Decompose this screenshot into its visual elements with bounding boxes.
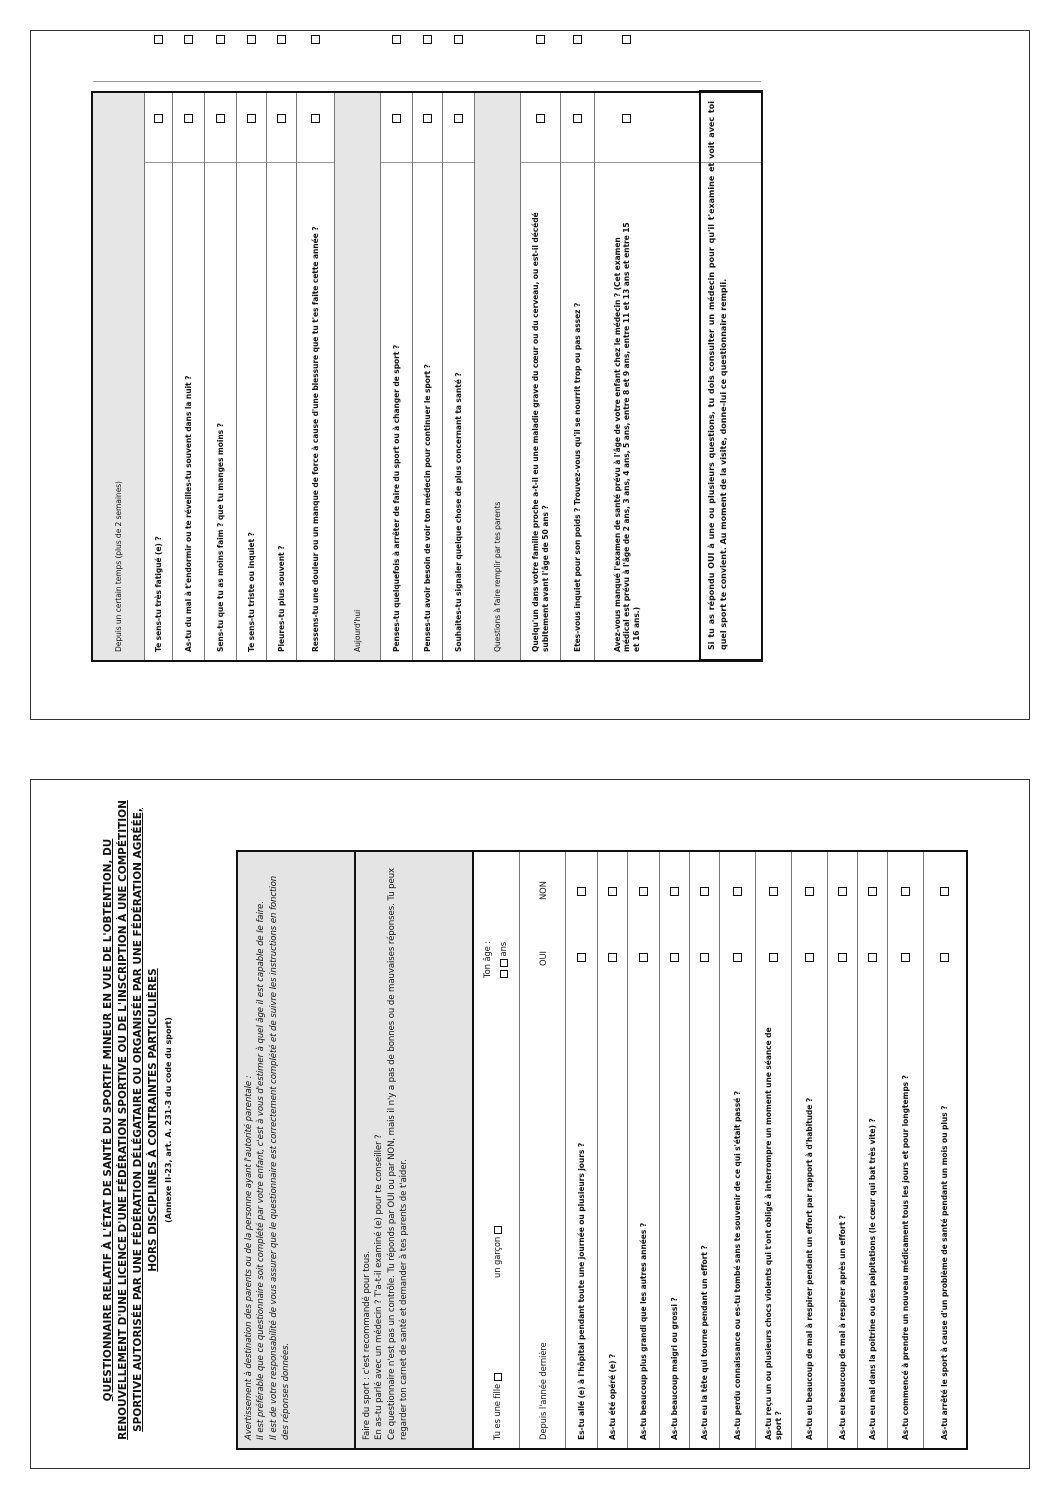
oui-checkbox[interactable] (733, 953, 742, 962)
oui-checkbox[interactable] (577, 953, 586, 962)
non-checkbox[interactable] (536, 35, 545, 44)
oui-checkbox[interactable] (184, 114, 193, 123)
oui-checkbox[interactable] (154, 114, 163, 123)
section-header (335, 93, 381, 660)
question-row: Penses-tu quelquefois à arrêter de faire du sport ou à changer de sport ? (381, 93, 413, 660)
oui-checkbox[interactable] (838, 953, 847, 962)
question-row: Te sens-tu très fatigué (e) ? (145, 93, 173, 660)
age-digit-1[interactable] (500, 970, 508, 978)
non-checkbox[interactable] (868, 887, 877, 896)
non-checkbox[interactable] (639, 887, 648, 896)
questions-table (236, 850, 968, 1450)
non-checkbox[interactable] (670, 887, 679, 896)
non-checkbox[interactable] (154, 35, 163, 44)
oui-checkbox[interactable] (216, 114, 225, 123)
oui-checkbox[interactable] (454, 114, 463, 123)
oui-checkbox[interactable] (670, 953, 679, 962)
non-checkbox[interactable] (700, 887, 709, 896)
question-row: As-tu du mal à t'endormir ou te réveilles-tu souvent dans la nuit ? (173, 93, 205, 660)
info-box: Faire du sport : c'est recommandé pour tous. En as-tu parlé avec un médecin ? T'a-t-il examiné (e) pour te conseiller ? Ce questionnaire n'est pas un contrôle. Tu réponds par OUI ou par NON, mais il n'y a pas de bonnes ou de mauvaises réponses. Tu peux regarder ton carnet de santé et demander à tes parents de t'aider. (356, 852, 474, 1448)
question-row: Te sens-tu triste ou inquiet ? (237, 93, 267, 660)
oui-checkbox[interactable] (805, 953, 814, 962)
non-checkbox[interactable] (573, 35, 582, 44)
questionnaire-page-2 (30, 30, 1030, 720)
oui-checkbox[interactable] (639, 953, 648, 962)
section-header (93, 93, 145, 660)
question-row: As-tu eu beaucoup de mal à respirer pendant un effort par rapport à d'habitude ? (792, 852, 828, 1448)
non-checkbox[interactable] (184, 35, 193, 44)
age-digit-2[interactable] (500, 959, 508, 967)
document-title (101, 790, 241, 1450)
question-row: As-tu beaucoup maigri ou grossi ? (660, 852, 690, 1448)
questionnaire-page-1 (30, 779, 1030, 1469)
oui-checkbox[interactable] (423, 114, 432, 123)
non-header: NON (538, 881, 548, 900)
non-checkbox[interactable] (392, 35, 401, 44)
non-checkbox[interactable] (247, 35, 256, 44)
oui-checkbox[interactable] (247, 114, 256, 123)
non-checkbox[interactable] (608, 887, 617, 896)
parent-warning-box: Avertissement à destination des parents ou de la personne ayant l'autorité parentale : Il est préférable que ce questionnaire soit complété par votre enfant, c'est à vous d'estimer à quel âge il est capable de le faire. Il est de votre responsabilité de vous assurer que le questionnaire est correctement complété et de suivre les instructions en fonction des réponses données. (238, 852, 356, 1448)
question-row: As-tu été opéré (e) ? (598, 852, 628, 1448)
non-checkbox[interactable] (769, 887, 778, 896)
section-title: Depuis un certain temps (plus de 2 semaines) (113, 481, 123, 652)
non-checkbox[interactable] (216, 35, 225, 44)
oui-checkbox[interactable] (901, 953, 910, 962)
question-row: Penses-tu avoir besoin de voir ton médecin pour continuer le sport ? (413, 93, 443, 660)
boy-label: un garçon (492, 1236, 502, 1278)
age-unit: ans (498, 941, 508, 957)
subtitle-text: (Annexe II-23, art. A. 231-3 du code du sport) (163, 1017, 173, 1223)
non-checkbox[interactable] (901, 887, 910, 896)
question-row: Ressens-tu une douleur ou un manque de force à cause d'une blessure que tu t'es faite cette année ? (297, 93, 335, 660)
non-checkbox[interactable] (838, 887, 847, 896)
questions-table-continued (91, 91, 763, 662)
section-title: Questions à faire remplir par tes parents (492, 501, 502, 652)
title-text: QUESTIONNAIRE RELATIF À L'ÉTAT DE SANTÉ DU SPORTIF MINEUR EN VUE DE L'OBTENTION, DU RENOUVELLEMENT D'UNE LICENCE D'UNE FÉDÉRATION SPORTIVE OU DE L'INSCRIPTION À UNE COMPÉTITION SPORTIVE AUTORISÉE PAR UNE FÉDÉRATION DÉLÉGATAIRE OU ORGANISÉE PAR UNE FÉDÉRATION AGRÉÉE, HORS DISCIPLINES À CONTRAINTES PARTICULIÈRES (102, 800, 159, 1440)
oui-checkbox[interactable] (311, 114, 320, 123)
oui-checkbox[interactable] (608, 953, 617, 962)
girl-checkbox[interactable] (494, 1373, 502, 1381)
question-row: Pleures-tu plus souvent ? (267, 93, 297, 660)
oui-header: OUI (538, 951, 548, 966)
question-row: Es-tu allé (e) à l'hôpital pendant toute une journée ou plusieurs jours ? (566, 852, 598, 1448)
oui-checkbox[interactable] (868, 953, 877, 962)
question-row: Sens-tu que tu as moins faim ? que tu manges moins ? (205, 93, 237, 660)
oui-checkbox[interactable] (940, 953, 949, 962)
oui-checkbox[interactable] (536, 114, 545, 123)
non-checkbox[interactable] (805, 887, 814, 896)
non-checkbox[interactable] (423, 35, 432, 44)
table-header-row: Depuis l'année dernière OUI NON (520, 852, 566, 1448)
question-row: As-tu commencé à prendre un nouveau médicament tous les jours et pour longtemps ? (888, 852, 924, 1448)
age-label: Ton âge : (482, 941, 492, 978)
question-row: As-tu reçu un ou plusieurs chocs violents qui t'ont obligé à interrompre un moment une séance de sport ? (756, 852, 792, 1448)
oui-checkbox[interactable] (769, 953, 778, 962)
non-checkbox[interactable] (940, 887, 949, 896)
non-checkbox[interactable] (733, 887, 742, 896)
question-row: As-tu perdu connaissance ou es-tu tombé sans te souvenir de ce qui s'était passé ? (720, 852, 756, 1448)
girl-label: Tu es une fille (492, 1383, 502, 1440)
non-checkbox[interactable] (577, 887, 586, 896)
oui-checkbox[interactable] (573, 114, 582, 123)
non-checkbox[interactable] (277, 35, 286, 44)
question-row: As-tu eu mal dans la poitrine ou des palpitations (le cœur qui bat très vite) ? (858, 852, 888, 1448)
question-row: As-tu eu la tête qui tourne pendant un effort ? (690, 852, 720, 1448)
question-row: Souhaites-tu signaler quelque chose de plus concernant ta santé ? (443, 93, 475, 660)
question-row: Avez-vous manqué l'examen de santé prévu à l'âge de votre enfant chez le médecin ? (Cet examen médical est prévu à l'âge de 2 ans, 3 ans, 4 ans, 5 ans, entre 8 et 9 ans, entre 11 et 13 ans et entre 15 et 16 ans.) (595, 93, 659, 660)
question-row: Etes-vous inquiet pour son poids ? Trouvez-vous qu'il se nourrit trop ou pas assez ? (561, 93, 595, 660)
section-title: Aujourd'hui (352, 609, 362, 652)
question-row: As-tu beaucoup plus grandi que les autres années ? (628, 852, 660, 1448)
section-header (475, 93, 521, 660)
oui-checkbox[interactable] (392, 114, 401, 123)
oui-checkbox[interactable] (277, 114, 286, 123)
oui-checkbox[interactable] (700, 953, 709, 962)
question-row: As-tu eu beaucoup de mal à respirer après un effort ? (828, 852, 858, 1448)
question-row: As-tu arrêté le sport à cause d'un problème de santé pendant un mois ou plus ? (924, 852, 966, 1448)
boy-checkbox[interactable] (494, 1226, 502, 1234)
conclusion-box: Si tu as répondu OUI à une ou plusieurs questions, tu dois consulter un médecin pour qu'il t'examine et voit avec toi quel sport te convient. Au moment de la visite, donne-lui ce questionnaire rempli. (699, 90, 763, 661)
identity-row (474, 852, 520, 1448)
non-checkbox[interactable] (622, 35, 631, 44)
non-checkbox[interactable] (311, 35, 320, 44)
non-checkbox[interactable] (454, 35, 463, 44)
question-row: Quelqu'un dans votre famille proche a-t-il eu une maladie grave du cœur ou du cerveau, ou est-il décédé subitement avant l'âge de 50 ans ? (521, 93, 561, 660)
oui-checkbox[interactable] (622, 114, 631, 123)
